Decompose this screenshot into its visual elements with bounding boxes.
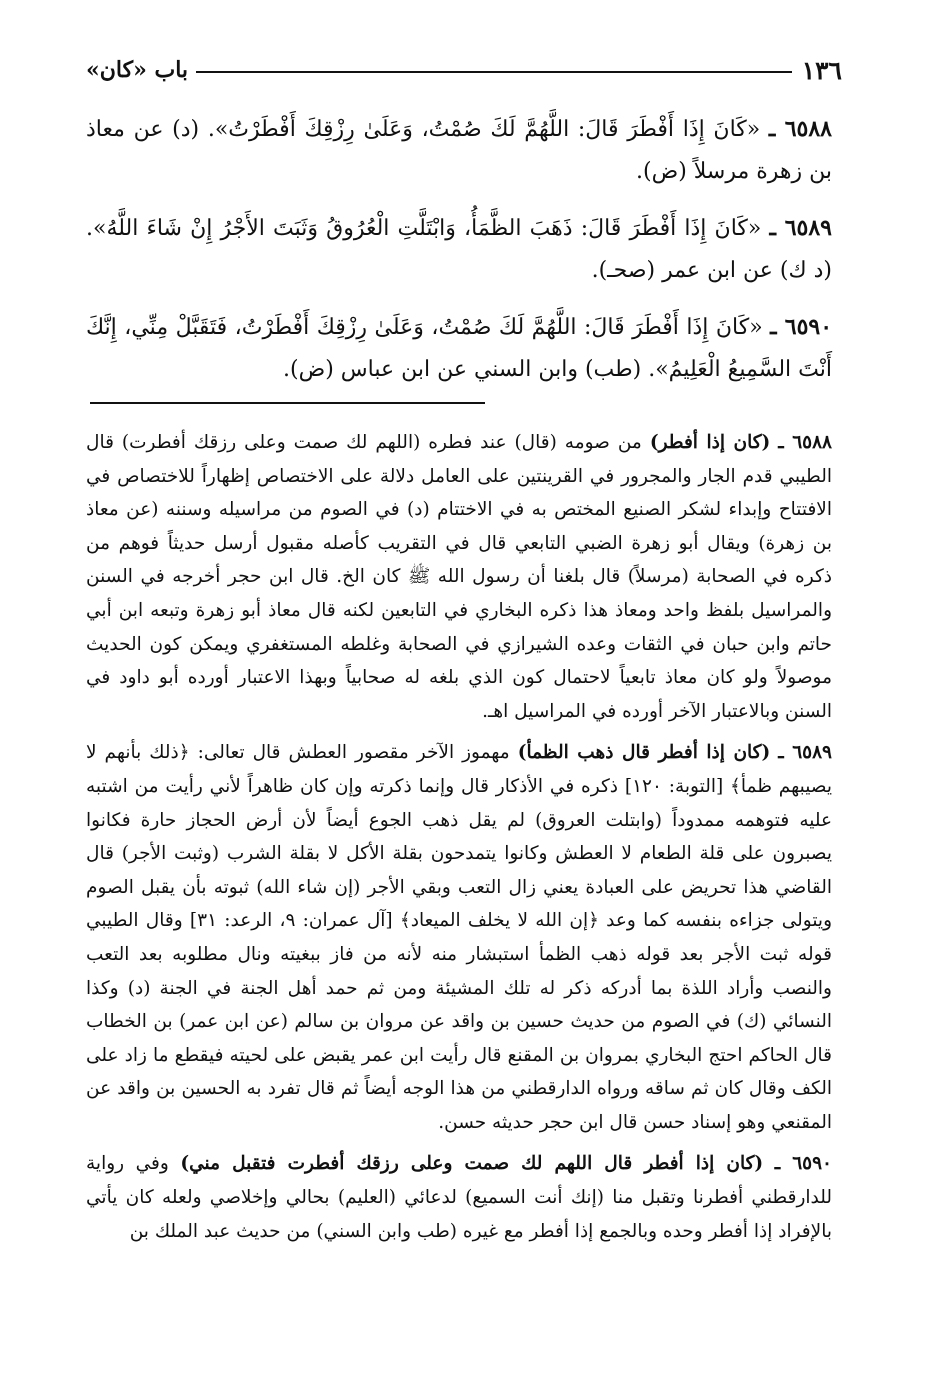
hadith-number: ٦٥٨٩ ـ [769,215,832,241]
chapter-title: باب «كان» [86,57,189,83]
commentary-lemma: (كان إذا أفطر قال اللهم لك صمت وعلى رزقك أفطرت فتقبل مني) [180,1153,764,1175]
hadith-number: ٦٥٨٨ ـ [768,116,832,142]
commentary-text: من صومه (قال) عند فطره (اللهم لك صمت وعلى رزقك أفطرت) قال الطيبي قدم الجار والمجرور في القرينتين على العامل دلالة على الاختصاص إظهاراً للاختصاص في الافتتاح وإبداء لشكر الصنيع المختص به في الاختتام (د) في الصوم من مراسيله وسننه (عن معاذ بن زهرة) ويقال أبو زهرة الضبي التابعي قال في التقريب كأصله مقبول أرسل حديثاً فوهم من ذكره في الصحابة (مرسلاً) قال بلغنا أن رسول الله ﷺ كان الخ. قال ابن حجر أخرجه في السنن والمراسيل بلفظ واحد ومعاذ هذا ذكره البخاري في التابعين لكنه قال معاذ أبو زهرة وتبعه ابن أبي حاتم وابن حبان في الثقات وعده الشيرازي في الصحابة وغلطه المستغفري ويمكن كون الحديث موصولاً ولو كان معاذ تابعياً لاحتمال كون الذي بلغه له صحابياً وبهذا الاعتبار أورده أبو داود في السنن وبالاعتبار الآخر أورده في المراسيل اهـ. [86,432,832,722]
hadith-entry [86,108,832,193]
commentary-entry [86,1147,832,1248]
header-rule [196,71,792,73]
section-divider [90,402,485,404]
page-header [86,50,842,90]
hadith-text: «كَانَ إِذَا أَفْطَرَ قَالَ: ذَهَبَ الظَّمَأُ، وَابْتَلَّتِ الْعُرُوقُ وَثَبَتَ الأَجْرُ إِنْ شَاءَ اللَّهُ». (د ك) عن ابن عمر (صحـ). [86,216,832,283]
hadith-text: «كَانَ إِذَا أَفْطَرَ قَالَ: اللَّهُمَّ لَكَ صُمْتُ، وَعَلَىٰ رِزْقِكَ أَفْطَرْتُ، فَتَقَبَّلْ مِنِّي، إِنَّكَ أَنْتَ السَّمِيعُ الْعَلِيمُ». (طب) وابن السني عن ابن عباس (ض). [86,315,832,382]
commentary-number: ٦٥٩٠ ـ [774,1153,832,1175]
hadith-section [86,108,832,405]
hadith-number: ٦٥٩٠ ـ [770,314,833,340]
hadith-entry [86,306,832,391]
commentary-lemma: (كان إذا أفطر) [649,432,771,453]
commentary-text: مهموز الآخر مقصور العطش قال تعالى: ﴿ذلك بأنهم لا يصيبهم ظمأ﴾ [التوبة: ١٢٠] ذكره في الأذكار قال وإنما ذكرته وإن كان ظاهراً لأني رأيت من اشتبه عليه فتوهمه ممدوداً (وابتلت العروق) لم يقل ذهب الجوع أيضاً لأن أرض الحجاز حارة فكانوا يصبرون على قلة الطعام لا العطش وكانوا يتمدحون بقلة الأكل لا بقلة الشرب (وثبت الأجر) قال القاضي هذا تحريض على العبادة يعني زال التعب وبقي الأجر (إن شاء الله) ثبوته بأن يقبل الصوم ويتولى جزاءه بنفسه كما وعد ﴿إن الله لا يخلف الميعاد﴾ [آل عمران: ٩، الرعد: ٣١] وقال الطيبي قوله ثبت الأجر بعد قوله ذهب الظمأ استبشار منه لأنه من فاز ببغيته ونال مطلوبه بعد التعب والنصب وأراد اللذة بما أدركه ذكر له تلك المشيئة ومن ثم حمد أهل الجنة في الجنة (د) وكذا النسائي (ك) في الصوم من حديث حسين بن واقد عن مروان بن سالم (عن ابن عمر) بن الخطاب قال الحاكم احتج البخاري بمروان بن المقنع قال رأيت ابن عمر يقبض على لحيته فيقطع ما زاد على الكف وقال كان ثم ساقه ورواه الدارقطني من هذا الوجه أيضاً ثم قال تفرد به الحسين بن واقد عن المقنعي وهو إسناد حسن قال ابن حجر حديثه حسن. [86,742,833,1133]
commentary-entry [86,736,832,1139]
commentary-text: وفي رواية للدارقطني أفطرنا وتقبل منا (إنك أنت السميع) لدعائي (العليم) بحالي وإخلاصي ولعله كان يأتي بالإفراد إذا أفطر وحده وبالجمع إذا أفطر مع غيره (طب وابن السني) من حديث عبد الملك بن [86,1153,832,1242]
commentary-number: ٦٥٨٩ ـ [778,742,832,764]
hadith-entry [86,207,832,292]
page-number: ١٣٦ [801,55,842,85]
commentary-section [86,426,832,1256]
commentary-lemma: (كان إذا أفطر قال ذهب الظمأ) [517,742,771,764]
commentary-entry [86,426,832,728]
hadith-text: «كَانَ إِذَا أَفْطَرَ قَالَ: اللَّهُمَّ لَكَ صُمْتُ، وَعَلَىٰ رِزْقِكَ أَفْطَرْتُ». (د) عن معاذ بن زهرة مرسلاً (ض). [86,117,832,184]
commentary-number: ٦٥٨٨ ـ [778,432,832,453]
